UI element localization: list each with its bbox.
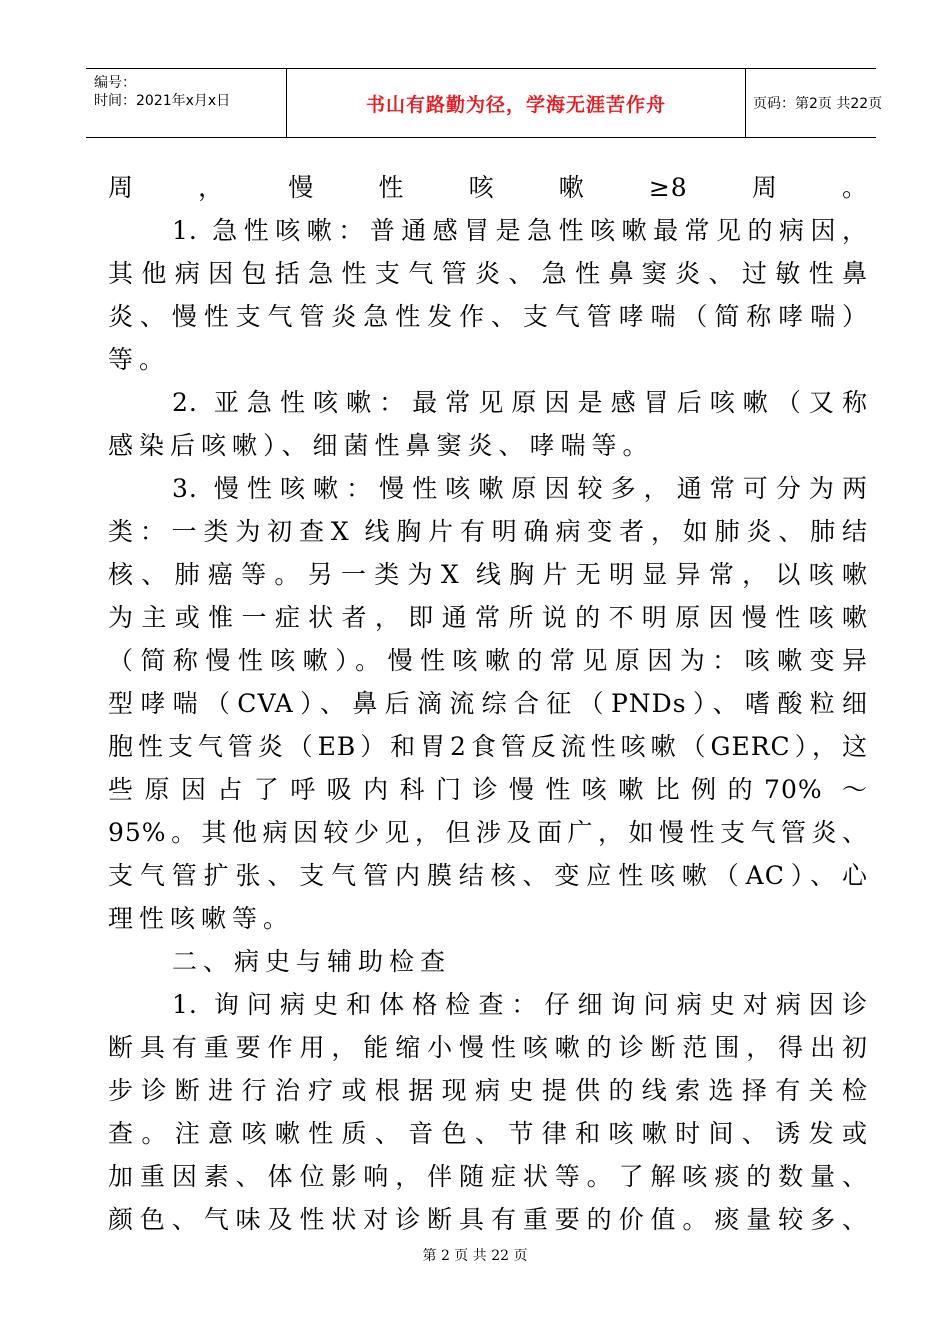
text-line: 炎、慢性支气管炎急性发作、支气管哮喘（简称哮喘） <box>108 302 868 331</box>
text-line: 95%。其他病因较少见，但涉及面广，如慢性支气管炎、 <box>108 818 868 847</box>
text-line: 类：一类为初查X 线胸片有明确病变者，如肺炎、肺结 <box>108 517 868 546</box>
header-meta <box>86 69 286 137</box>
text-line: 支气管扩张、支气管内膜结核、变应性咳嗽（AC）、心 <box>108 861 868 890</box>
page-header <box>86 68 883 138</box>
text-line: 型哮喘（CVA）、鼻后滴流综合征（PNDs）、嗜酸粒细 <box>108 689 868 718</box>
document-body <box>108 166 868 1241</box>
page-footer: 第 2 页 共 22 页 <box>422 1248 528 1264</box>
text-line: 胞性支气管炎（EB）和胃2食管反流性咳嗽（GERC），这 <box>108 732 868 761</box>
header-page-info-cell <box>745 69 883 137</box>
text-line: 理性咳嗽等。 <box>108 904 295 933</box>
text-line: 其他病因包括急性支气管炎、急性鼻窦炎、过敏性鼻 <box>108 259 868 288</box>
document-number-label: 编号： <box>94 75 136 91</box>
document-time: 时间：2021年x月x日 <box>94 93 231 109</box>
text-line: 加重因素、体位影响，伴随症状等。了解咳痰的数量、 <box>108 1162 868 1191</box>
text-line: 核、肺癌等。另一类为X 线胸片无明显异常，以咳嗽 <box>108 560 868 589</box>
text-line: 步诊断进行治疗或根据现病史提供的线索选择有关检 <box>108 1076 868 1105</box>
text-line: 周，慢性咳嗽≥8周。 <box>108 173 868 202</box>
text-line: 1. 急性咳嗽：普通感冒是急性咳嗽最常见的病因， <box>172 216 868 245</box>
section-heading: 二、病史与辅助检查 <box>172 947 452 976</box>
text-line: 2. 亚急性咳嗽：最常见原因是感冒后咳嗽（又称 <box>172 388 868 417</box>
text-line: （简称慢性咳嗽）。慢性咳嗽的常见原因为：咳嗽变异 <box>108 646 868 675</box>
text-line: 感染后咳嗽）、细菌性鼻窦炎、哮喘等。 <box>108 431 654 460</box>
text-line: 些原因占了呼吸内科门诊慢性咳嗽比例的70% ～ <box>108 775 868 804</box>
text-line: 断具有重要作用，能缩小慢性咳嗽的诊断范围，得出初 <box>108 1033 868 1062</box>
text-line: 等。 <box>108 345 171 374</box>
header-page-info: 页码：第2页 共22页 <box>753 96 883 112</box>
text-line: 查。注意咳嗽性质、音色、节律和咳嗽时间、诱发或 <box>108 1119 868 1148</box>
text-line: 1. 询问病史和体格检查：仔细询问病史对病因诊 <box>172 990 868 1019</box>
header-motto-cell <box>286 69 746 137</box>
text-line: 颜色、气味及性状对诊断具有重要的价值。痰量较多、 <box>108 1205 868 1234</box>
text-line: 3. 慢性咳嗽：慢性咳嗽原因较多，通常可分为两 <box>172 474 868 503</box>
text-line: 为主或惟一症状者，即通常所说的不明原因慢性咳嗽 <box>108 603 868 632</box>
header-motto: 书山有路勤为径，学海无涯苦作舟 <box>365 93 666 116</box>
